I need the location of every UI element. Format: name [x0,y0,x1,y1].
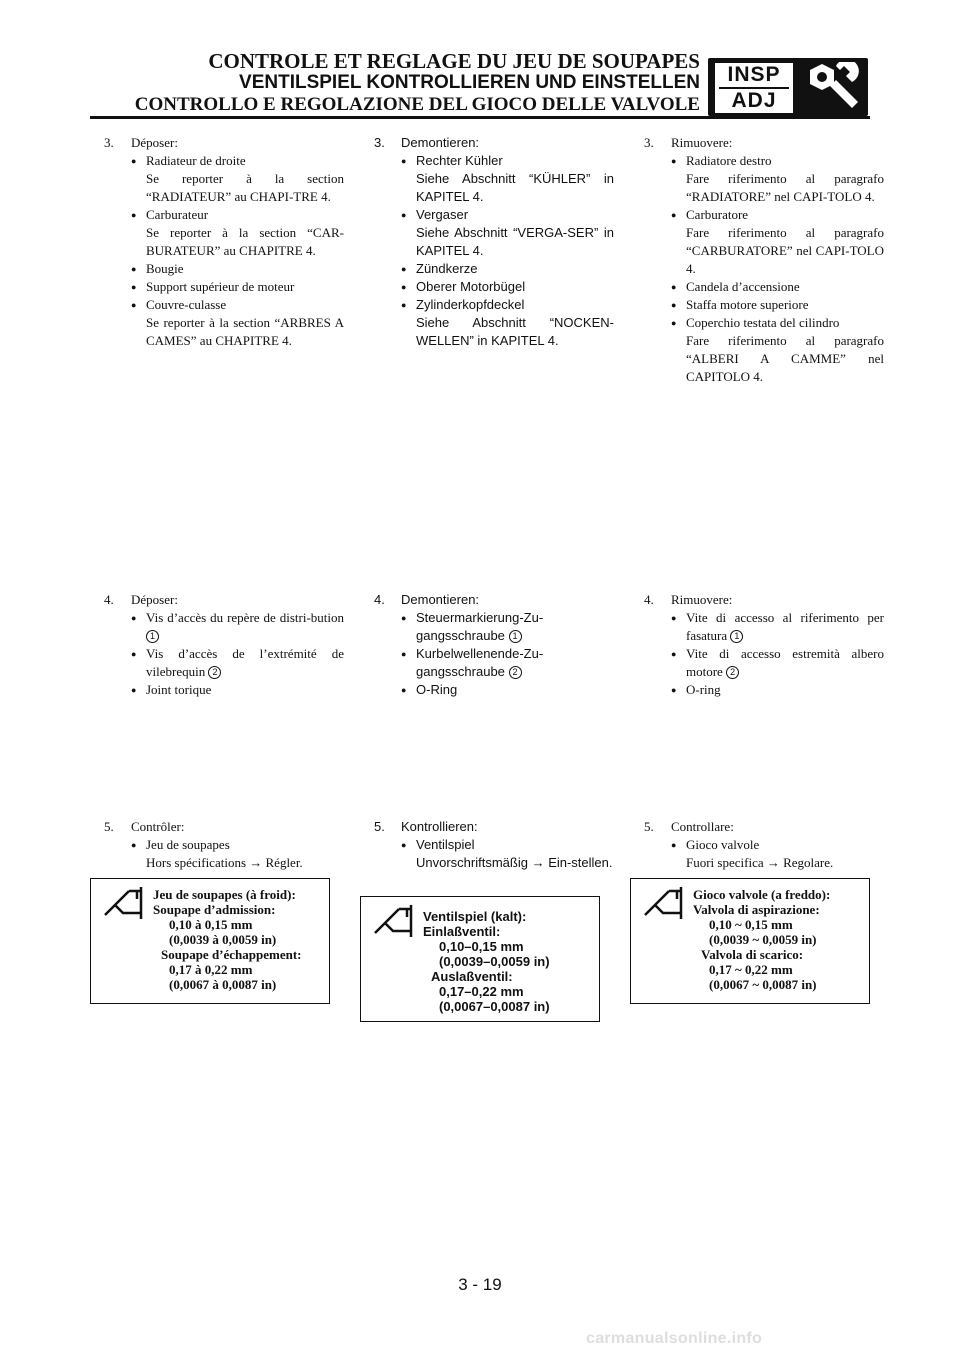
list-item: ● Carburatore Fare riferimento al paragrafo “CARBURATORE” nel CAPI-TOLO 4. [671,206,884,278]
fr-spec-box: Jeu de soupapes (à froid): Soupape d’admission: 0,10 à 0,15 mm (0,0039 à 0,0059 in) Soupape d’échappement: 0,17 à 0,22 mm (0,0067 à 0,0087 in) [90,878,330,1004]
page-number: 3 - 19 [458,1275,502,1294]
list-item: ● Rechter Kühler Siehe Abschnitt “KÜHLER” in KAPITEL 4. [401,152,614,206]
callout-1: 1 [730,630,743,643]
list-item: ● Kurbelwellenende-Zu-gangsschraube 2 [401,645,614,681]
list-item: ● Zylinderkopfdeckel Siehe Abschnitt “NOCKEN-WELLEN” in KAPITEL 4. [401,296,614,350]
de-spec-box: Ventilspiel (kalt): Einlaßventil: 0,10–0,15 mm (0,0039–0,0059 in) Auslaßventil: 0,17–0,22 mm (0,0067–0,0087 in) [360,896,600,1022]
badge-text [714,62,794,114]
callout-1: 1 [146,630,159,643]
list-item: ● Support supérieur de moteur [131,278,344,296]
de-step-3: 3. Demontieren: ● Rechter Kühler Siehe Abschnitt “KÜHLER” in KAPITEL 4. ● Vergaser Siehe Abschnitt “VERGA-SER” in KAPITEL 4. ● Zündkerze ● Oberer Motorbügel ● Zylinderkopfdeckel Siehe Abschnitt “NOCKEN-WELLEN” in KAPITEL 4. [374,134,614,350]
callout-2: 2 [208,666,221,679]
list-item: ● Radiateur de droite Se reporter à la section “RADIATEUR” au CHAPI-TRE 4. [131,152,344,206]
list-item: ● Couvre-culasse Se reporter à la section “ARBRES A CAMES” au CHAPITRE 4. [131,296,344,350]
list-item: ● Ventilspiel Unvorschriftsmäßig → Ein-stellen. [401,836,614,872]
caliper-icon [101,885,147,925]
list-item: ● Vis d’accès de l’extrémité de vilebrequin 2 [131,645,344,681]
list-item: ● O-ring [671,681,884,699]
fr-step-5: 5. Contrôler: ● Jeu de soupapes Hors spécifications → Régler. [104,818,344,872]
badge-insp: INSP [727,63,781,86]
list-item: ● Radiatore destro Fare riferimento al paragrafo “RADIATORE” nel CAPI-TOLO 4. [671,152,884,206]
title-de: VENTILSPIEL KONTROLLIEREN UND EINSTELLEN [239,72,700,93]
header-rule [90,116,870,119]
title-it: CONTROLLO E REGOLAZIONE DEL GIOCO DELLE VALVOLE [134,94,700,115]
it-step-5: 5. Controllare: ● Gioco valvole Fuori specifica → Regolare. [644,818,884,872]
list-item: ● Gioco valvole Fuori specifica → Regolare. [671,836,884,872]
fr-step-4: 4. Déposer: ● Vis d’accès du repère de distri-bution 1 ● Vis d’accès de l’extrémité de vilebrequin 2 ● Joint torique [104,591,344,699]
page-header [60,50,700,116]
title-fr: CONTROLE ET REGLAGE DU JEU DE SOUPAPES [208,49,700,73]
list-item: ● Staffa motore superiore [671,296,884,314]
de-step-4: 4. Demontieren: ● Steuermarkierung-Zu-gangsschraube 1 ● Kurbelwellenende-Zu-gangsschraube 2 ● O-Ring [374,591,614,699]
list-item: ● Joint torique [131,681,344,699]
callout-2: 2 [509,666,522,679]
caliper-icon [371,903,417,943]
list-item: ● Zündkerze [401,260,614,278]
callout-1: 1 [509,630,522,643]
callout-2: 2 [726,666,739,679]
list-item: ● Jeu de soupapes Hors spécifications → Régler. [131,836,344,872]
de-step-5: 5. Kontrollieren: ● Ventilspiel Unvorschriftsmäßig → Ein-stellen. [374,818,614,872]
list-item: ● Candela d’accensione [671,278,884,296]
badge-adj: ADJ [731,89,777,112]
fr-step-3: 3. Déposer: ● Radiateur de droite Se reporter à la section “RADIATEUR” au CHAPI-TRE 4. ● Carburateur Se reporter à la section “CAR-BURATEUR” au CHAPITRE 4. ● Bougie ● Support supérieur de moteur ● Couvre-culasse Se reporter à la section “ARBRES A CAMES” au CHAPITRE 4. [104,134,344,350]
list-item: ● O-Ring [401,681,614,699]
list-item: ● Vergaser Siehe Abschnitt “VERGA-SER” in KAPITEL 4. [401,206,614,260]
list-item: ● Carburateur Se reporter à la section “CAR-BURATEUR” au CHAPITRE 4. [131,206,344,260]
list-item: ● Bougie [131,260,344,278]
list-item: ● Coperchio testata del cilindro Fare riferimento al paragrafo “ALBERI A CAMME” nel CAPITOLO 4. [671,314,884,386]
caliper-icon [641,885,687,925]
list-item: ● Vite di accesso estremità albero motore 2 [671,645,884,681]
list-item: ● Steuermarkierung-Zu-gangsschraube 1 [401,609,614,645]
it-spec-box: Gioco valvole (a freddo): Valvola di aspirazione: 0,10 ~ 0,15 mm (0,0039 ~ 0,0059 in) Valvola di scarico: 0,17 ~ 0,22 mm (0,0067 ~ 0,0087 in) [630,878,870,1004]
list-item: ● Vite di accesso al riferimento per fasatura 1 [671,609,884,645]
insp-adj-badge [708,58,868,116]
it-step-3: 3. Rimuovere: ● Radiatore destro Fare riferimento al paragrafo “RADIATORE” nel CAPI-TOLO 4. ● Carburatore Fare riferimento al paragrafo “CARBURATORE” nel CAPI-TOLO 4. ● Candela d’accensione ● Staffa motore superiore ● Coperchio testata del cilindro Fare riferimento al paragrafo “ALBERI A CAMME” nel CAPITOLO 4. [644,134,884,386]
it-step-4: 4. Rimuovere: ● Vite di accesso al riferimento per fasatura 1 ● Vite di accesso estremità albero motore 2 ● O-ring [644,591,884,699]
watermark: carmanualsonline.info [586,1330,763,1347]
wrench-icon [800,62,862,112]
list-item: ● Vis d’accès du repère de distri-bution 1 [131,609,344,645]
fr-step-3-head: Déposer: [131,135,178,150]
list-item: ● Oberer Motorbügel [401,278,614,296]
